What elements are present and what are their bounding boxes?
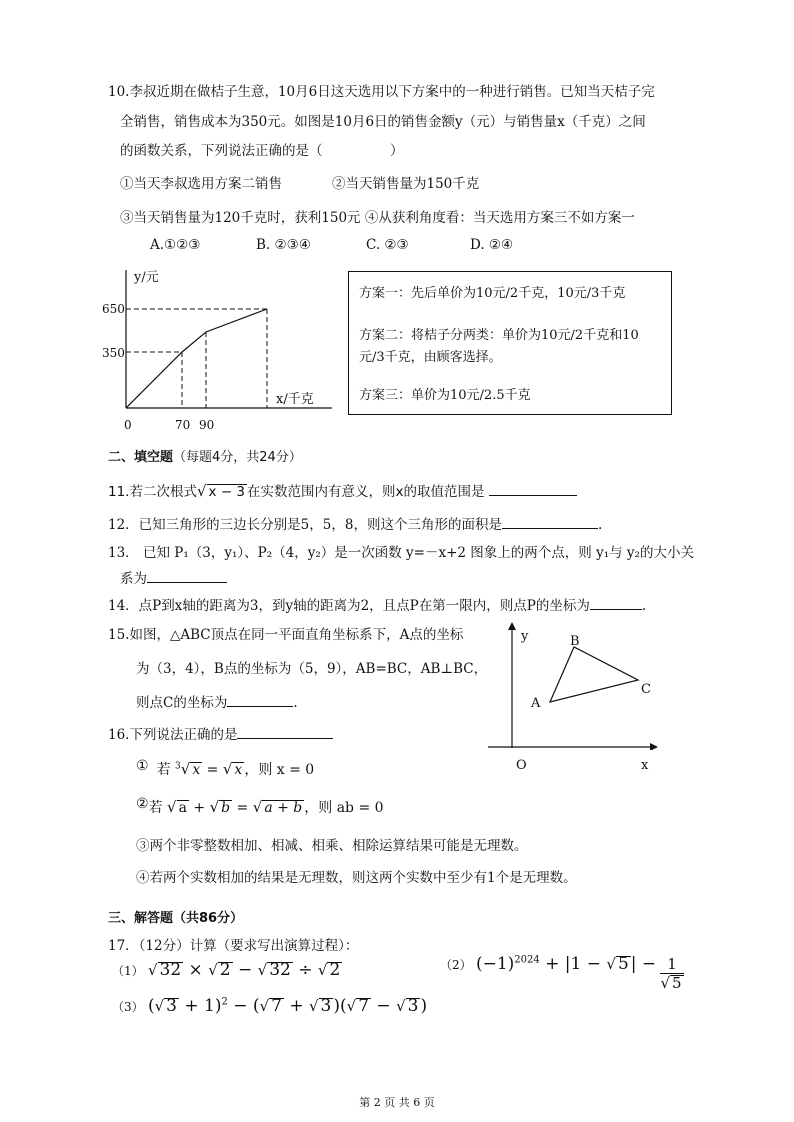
q13-line2 xyxy=(120,567,227,587)
q15-answer-blank[interactable] xyxy=(227,692,293,707)
chart-ytick-350: 350 xyxy=(102,346,125,360)
fig-label-x: x xyxy=(641,758,649,773)
q16-s1-mark: ① xyxy=(136,758,149,774)
q10-line2: 全销售，销售成本为350元。如图是10月6日的销售金额y（元）与销售量x（千克）之间 xyxy=(120,114,646,130)
plan-2-line1: 方案二：将桔子分两类：单价为10元/2千克和10 xyxy=(359,328,639,343)
q10-plan-box xyxy=(348,271,672,415)
chart-xtick-70: 70 xyxy=(175,418,191,432)
q10-stmt1: ①当天李叔选用方案二销售 xyxy=(120,176,282,192)
q16-s4: ④若两个实数相加的结果是无理数，则这两个实数中至少有1个是无理数。 xyxy=(136,870,577,886)
q16-s1-post: ，则 x = 0 xyxy=(244,762,315,778)
fig-label-a: A xyxy=(531,696,541,711)
q16-title xyxy=(108,723,333,743)
q17-part2-label: （2） xyxy=(440,958,472,972)
q16-s2-pre: 若 xyxy=(148,800,163,816)
plan-2-line2: 元/3千克，由顾客选择。 xyxy=(359,350,502,365)
q16-title-text: 16.下列说法正确的是 xyxy=(108,727,238,743)
fig-label-y: y xyxy=(521,629,529,644)
q16-s1-eq: = xyxy=(206,762,219,778)
q17-title: 17．（12分）计算（要求写出演算过程）： xyxy=(108,938,359,954)
section-2-title: 二、填空题 xyxy=(108,450,174,465)
chart-y-label: y/元 xyxy=(134,270,159,285)
q16-answer-blank[interactable] xyxy=(237,724,333,739)
q16-s2-mark: ② xyxy=(136,796,149,812)
q15-line1: 15.如图，△ABC顶点在同一平面直角坐标系下，A点的坐标 xyxy=(108,627,464,643)
chart-sales-line xyxy=(126,309,267,408)
q11-radicand: x − 3 xyxy=(208,484,246,500)
chart-ytick-650: 650 xyxy=(102,302,125,316)
q15-line3: 则点C的坐标为 . xyxy=(136,691,298,711)
section-3-title: 三、解答题（共86分） xyxy=(108,911,244,926)
q16-s3: ③两个非零整数相加、相减、相乘、相除运算结果可能是无理数。 xyxy=(136,838,528,854)
chart-xtick-90: 90 xyxy=(199,418,215,432)
q17-part1: （1） √ 32 × √ 2 − √ 32 ÷ √ 2 xyxy=(112,960,341,980)
q12: 12．已知三角形的三边长分别是5，5，8，则这个三角形的面积是 . xyxy=(108,513,602,533)
q13-answer-blank[interactable] xyxy=(147,568,227,583)
q17-part2: （2） $(-1)^{2024} + |1$ − √ 5 | − $\frac{1}{√ 5}$ xyxy=(440,954,682,992)
q15-line2: 为（3，4），B点的坐标为（5，9），AB=BC，AB⊥BC， xyxy=(136,661,488,677)
section-2-heading xyxy=(108,446,302,465)
plan-3: 方案三：单价为10元/2.5千克 xyxy=(359,388,531,403)
q16-s2-post: ，则 ab = 0 xyxy=(304,800,384,816)
q14-text: 14．点P到x轴的距离为3，到y轴的距离为2，且点P在第一限内，则点P的坐标为 xyxy=(108,598,590,614)
q10-option-b: B. ②③④ xyxy=(256,237,311,253)
q17-part3-label: （3） xyxy=(112,1000,144,1014)
q16-s1-pre: 若 xyxy=(156,762,171,778)
q12-answer-blank[interactable] xyxy=(502,514,598,529)
q13-line2-text: 系为 xyxy=(120,571,147,587)
q10-stmt34: ③当天销售量为120千克时，获利150元 ④从获利角度看：当天选用方案三不如方案一 xyxy=(120,210,635,226)
q11: 11.若二次根式√ x − 3 在实数范围内有意义，则x的取值范围是 xyxy=(108,480,577,500)
q13-line1: 13． 已知 P₁（3，y₁）、P₂（4，y₂）是一次函数 y=－x+2 图象上的两个点，则 y₁与 y₂的大小关 xyxy=(108,545,694,561)
q10-line1: 10.李叔近期在做桔子生意，10月6日这天选用以下方案中的一种进行销售。已知当天桔子完 xyxy=(108,84,655,100)
chart-x-label: x/千克 xyxy=(276,392,314,407)
fig-label-o: O xyxy=(516,758,527,773)
fig-x-arrow xyxy=(650,743,658,750)
q14: 14．点P到x轴的距离为3，到y轴的距离为2，且点P在第一限内，则点P的坐标为 . xyxy=(108,594,646,614)
q11-pre: 11.若二次根式 xyxy=(108,484,197,500)
q11-post: 在实数范围内有意义，则x的取值范围是 xyxy=(247,484,485,500)
q17-part1-label: （1） xyxy=(112,964,144,978)
q10-option-c: C. ②③ xyxy=(366,237,409,253)
chart-origin: 0 xyxy=(124,418,132,432)
q16-s1: ① 若 $^3$√ x = √ x ，则 x = 0 xyxy=(136,758,315,778)
q15-line3-text: 则点C的坐标为 xyxy=(136,695,228,711)
fig-triangle-abc xyxy=(550,647,638,702)
fig-label-c: C xyxy=(641,682,651,697)
q10-option-a: A.①②③ xyxy=(150,237,201,253)
fig-label-b: B xyxy=(570,634,580,649)
q10-option-d: D. ②④ xyxy=(470,237,514,253)
q10-line3: 的函数关系，下列说法正确的是（ ） xyxy=(120,143,404,159)
q12-text: 12．已知三角形的三边长分别是5，5，8，则这个三角形的面积是 xyxy=(108,517,502,533)
q16-s2: ②若 √ a + √ b = √ a + b ，则 ab = 0 xyxy=(136,796,384,816)
q14-answer-blank[interactable] xyxy=(590,595,642,610)
q11-answer-blank[interactable] xyxy=(489,481,577,496)
q17-part3: （3） (√ 3 + 1)$^2$ − (√ 7 + √ 3 )(√ 7 − √ 3 ) xyxy=(112,996,428,1016)
fig-y-arrow xyxy=(508,622,516,630)
page-footer: 第 2 页 共 6 页 xyxy=(359,1096,435,1109)
plan-1: 方案一：先后单价为10元/2千克，10元/3千克 xyxy=(359,286,626,301)
section-2-note: （每题4分，共24分） xyxy=(173,450,302,465)
q10-stmt2: ②当天销售量为150千克 xyxy=(332,176,480,192)
